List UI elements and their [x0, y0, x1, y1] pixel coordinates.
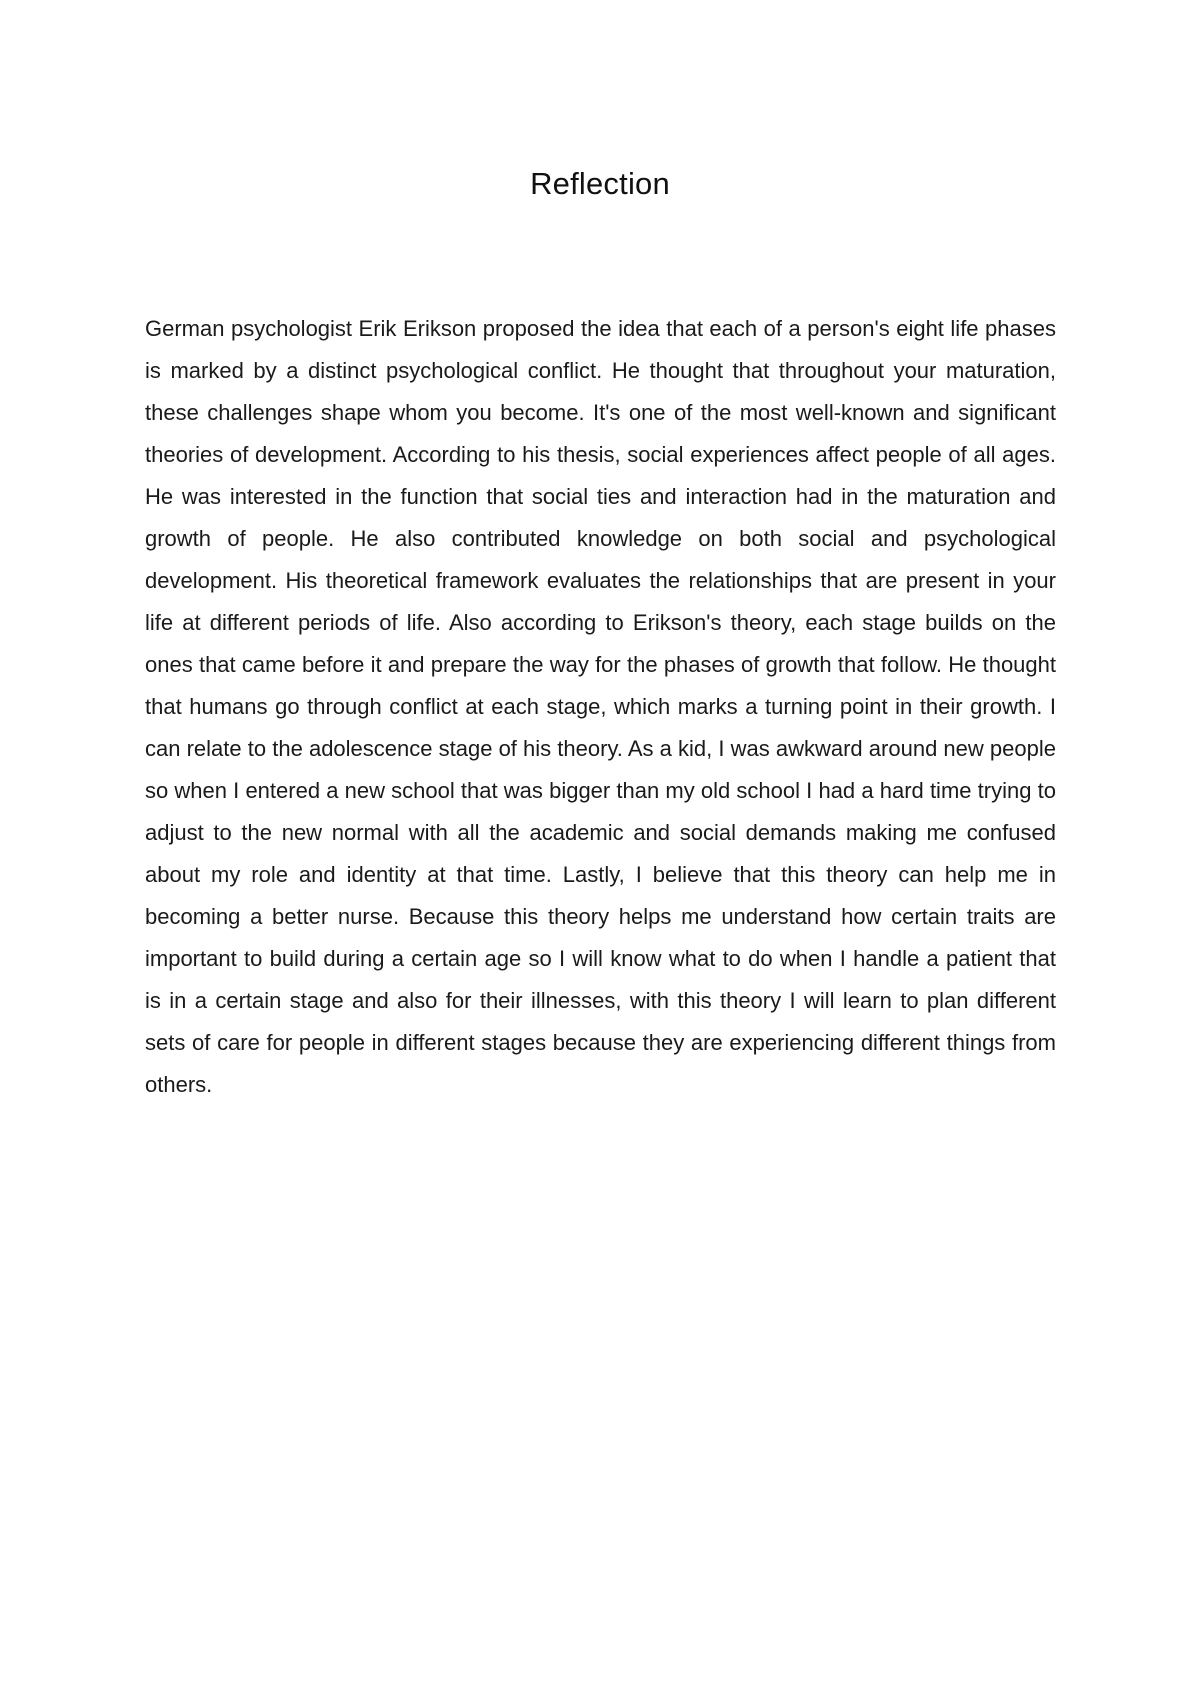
- reflection-paragraph: German psychologist Erik Erikson proposed the idea that each of a person's eight life phases is marked by a distinct psychological conflict. He thought that throughout your maturation, these challenges shape whom you become. It's one of the most well-known and significant theories of development. According to his thesis, social experiences affect people of all ages. He was interested in the function that social ties and interaction had in the maturation and growth of people. He also contributed knowledge on both social and psychological development. His theoretical framework evaluates the relationships that are present in your life at different periods of life. Also according to Erikson's theory, each stage builds on the ones that came before it and prepare the way for the phases of growth that follow. He thought that humans go through conflict at each stage, which marks a turning point in their growth. I can relate to the adolescence stage of his theory. As a kid, I was awkward around new people so when I entered a new school that was bigger than my old school I had a hard time trying to adjust to the new normal with all the academic and social demands making me confused about my role and identity at that time. Lastly, I believe that this theory can help me in becoming a better nurse. Because this theory helps me understand how certain traits are important to build during a certain age so I will know what to do when I handle a patient that is in a certain stage and also for their illnesses, with this theory I will learn to plan different sets of care for people in different stages because they are experiencing different things from others.: [145, 316, 1056, 1097]
- document-title: Reflection: [530, 166, 670, 201]
